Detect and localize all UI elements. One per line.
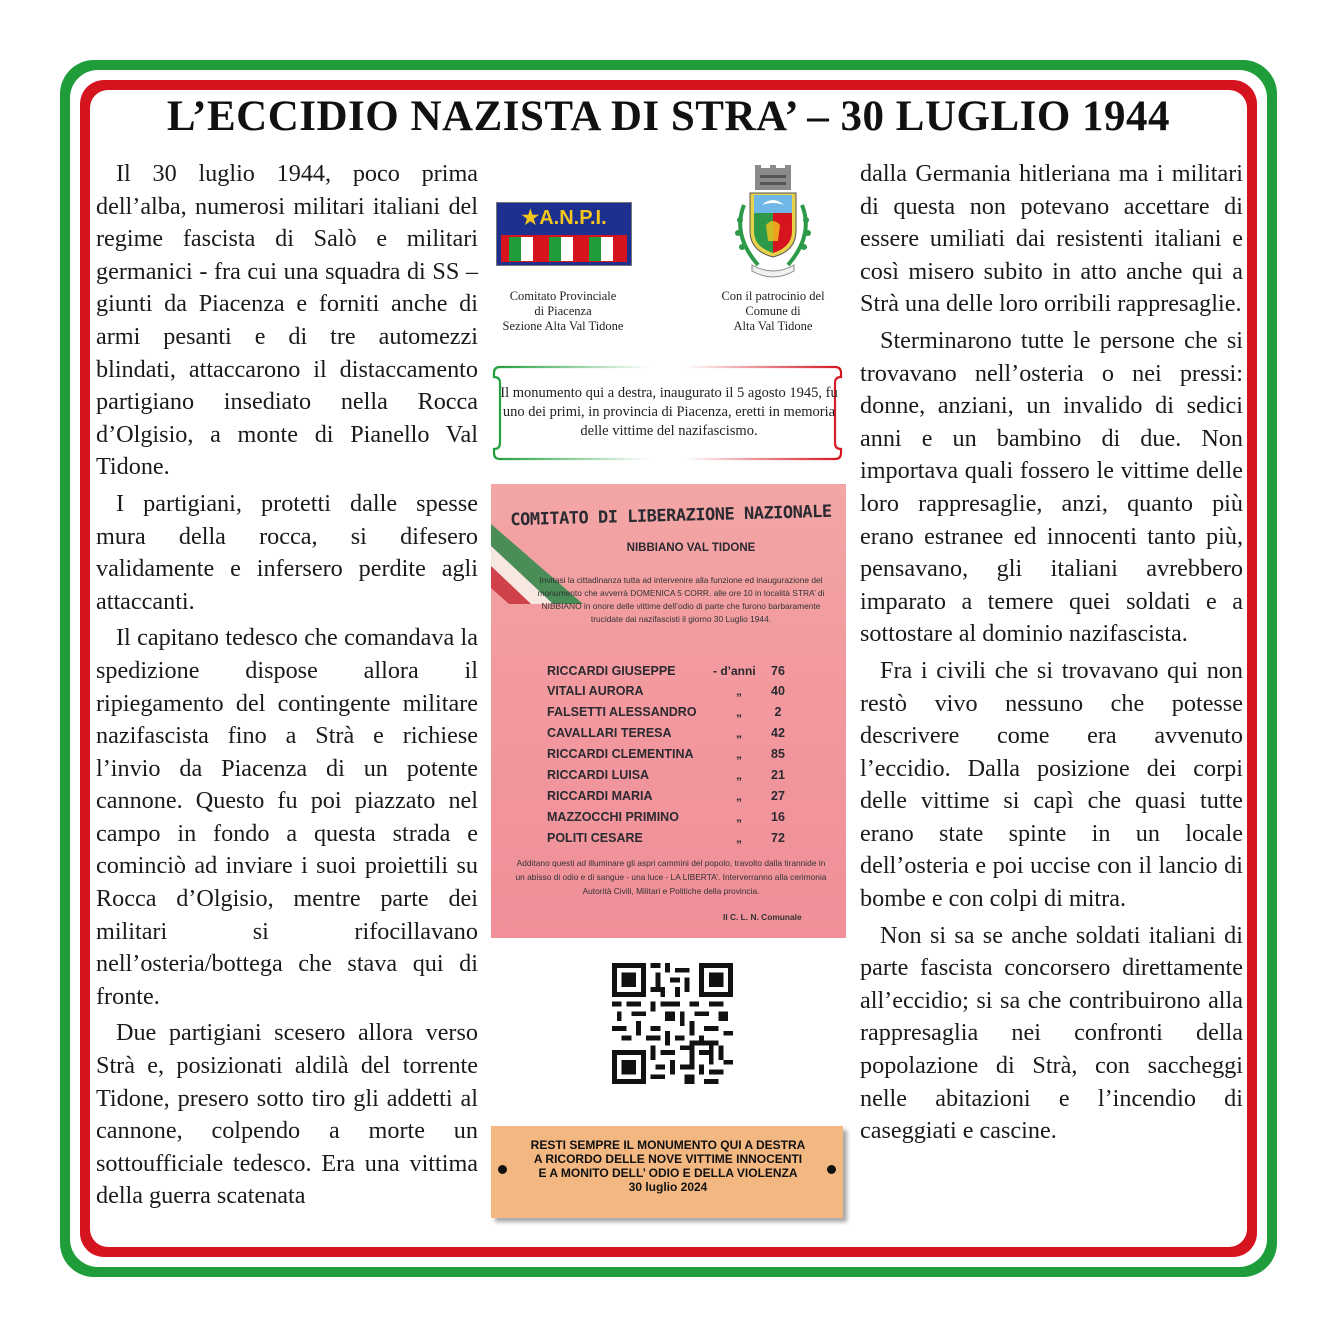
victim-name: RICCARDI MARIA [547,789,653,803]
anpi-logo-text: ★A.N.P.I. [521,207,607,229]
anpi-flag-green [589,237,601,261]
victim-age: 2 [774,705,782,719]
victim-mark: „ [736,810,742,824]
anpi-flag-green [549,237,561,261]
victim-age: 72 [771,831,785,845]
victim-mark: „ [736,768,742,782]
victim-mark: „ [736,726,742,740]
victim-name: RICCARDI CLEMENTINA [547,747,694,761]
poster-signature: Il C. L. N. Comunale [723,912,802,922]
anpi-flag-white [601,237,613,261]
screw-icon [498,1165,507,1174]
victim-age: 42 [771,726,785,740]
crest-caption-line: Con il patrocinio del [721,289,825,303]
anpi-caption [486,289,640,334]
commemorative-plaque [491,1126,843,1218]
anpi-caption-line: Sezione Alta Val Tidone [502,319,624,333]
victim-age: 76 [771,664,785,678]
victim-name: VITALI AURORA [547,684,644,698]
victim-name: FALSETTI ALESSANDRO [547,705,697,719]
plaque-text [507,1138,829,1194]
crest-caption-line: Alta Val Tidone [733,319,813,333]
poster-heading: COMITATO DI LIBERAZIONE NAZIONALE [510,501,832,531]
victim-age: 16 [771,810,785,824]
anpi-flag-white [561,237,573,261]
poster-footer: Additano questi ad illuminare gli aspri cammini del popolo, travolto dalla tirannide in un abisso di odio e di sangue - una luce - LA LIBERTA’. Interverranno alla cerimonia Autorità Civili, Militari e Politiche della provincia. [515,858,827,896]
victim-mark: - d’anni [713,664,756,678]
crest-caption [697,289,849,334]
page-title: L’ECCIDIO NAZISTA DI STRA’ – 30 LUGLIO 1944 [166,93,1171,140]
plaque-line: A RICORDO DELLE NOVE VITTIME INNOCENTI [533,1152,803,1166]
plaque-date: 30 luglio 2024 [628,1180,708,1194]
victim-name: RICCARDI GIUSEPPE [547,664,676,678]
victim-age: 21 [771,768,785,782]
victim-age: 40 [771,684,785,698]
notice-text: Il monumento qui a destra, inaugurato il 5 agosto 1945, fu uno dei primi, in provincia di Piacenza, eretti in memoria delle vittime del nazifascismo. [500,385,838,439]
victim-name: CAVALLARI TERESA [547,726,672,740]
anpi-caption-line: Comitato Provinciale [509,289,617,303]
victim-age: 27 [771,789,785,803]
victim-name: RICCARDI LUISA [547,768,650,782]
paragraph: dalla Germania hitleriana ma i militari di questa non potevano accettare di essere umiliati dai resistenti italiani e così misero subito in atto anche qui a Strà una delle loro orribili rappresaglie. [860,160,1243,318]
paragraph: Due partigiani scesero allora verso Strà e, posizionati aldilà del torrente Tidone, presero sotto tiro gli addetti al cannone, colpendo a morte un sottoufficiale tedesco. Era una vittima della guerra scatenata [96,1019,478,1210]
victim-mark: „ [736,789,742,803]
victim-age: 85 [771,747,785,761]
left-text-column [96,158,478,1217]
paragraph: Il 30 luglio 1944, poco prima dell’alba, numerosi militari italiani del regime fascista di Salò e militari germanici - fra cui una squadra di SS – giunti da Piacenza e forniti anche di armi pesanti e di tre automezzi blindati, attaccarono il distaccamento partigiano insediato nella Rocca d’Olgisio, a monte di Pianello Val Tidone. [96,160,478,481]
anpi-caption-line: di Piacenza [534,304,592,318]
victim-mark: „ [736,705,742,719]
paragraph: Il capitano tedesco che comandava la spedizione dispose allora il ripiegamento del contingente militare nazifascista fino a Strà e richiese l’invio da Piacenza di un potente cannone. Questo fu poi piazzato nel campo in fondo a questa strada e cominciò ad inviare i suoi proiettili su Rocca d’Olgisio, mentre parte dei militari si rifocillavano nell’osteria/bottega che stava qui di fronte. [96,624,478,1010]
plaque-line: RESTI SEMPRE IL MONUMENTO QUI A DESTRA [530,1138,806,1152]
anpi-flag-green [509,237,521,261]
paragraph: Sterminarono tutte le persone che si trovavano nell’osteria o nei pressi: donne, anziani, un invalido di sedici anni e un bambino di due. Non importava quali fossero le vittime delle loro rappresaglie, anzi, quanto più erano estranee ed innocenti tanto più, pensavano, gli italiani avrebbero imparato a temere quei soldati e a sottostare al dominio nazifascista. [860,326,1243,648]
anpi-logo-icon [496,202,632,266]
poster-body: Invitasi la cittadinanza tutta ad intervenire alla funzione ed inaugurazione del monumento che avverrà DOMENICA 5 CORR. alle ore 10 in località STRA’ di NIBBIANO in onore delle vittime dell’odio di parte che furono barbaramente trucidate dai nazifascisti il giorno 30 Luglio 1944. [537,575,825,624]
crest-caption-line: Comune di [745,304,801,318]
victim-mark: „ [736,747,742,761]
qr-code-icon[interactable] [612,963,733,1084]
historical-poster [491,484,846,938]
paragraph: Non si sa se anche soldati italiani di parte fascista concorsero direttamente all’eccidio; si sa che contribuirono alla rappresaglia nei confronti della popolazione di Strà, con saccheggi nelle abitazioni e l’incendio di caseggiati e cascine. [860,921,1243,1145]
paragraph: I partigiani, protetti dalle spesse mura della rocca, si difesero validamente e infersero perdite agli attaccanti. [96,489,478,615]
poster-subheading: NIBBIANO VAL TIDONE [626,542,756,554]
victim-name: MAZZOCCHI PRIMINO [547,810,679,824]
victim-name: POLITI CESARE [547,831,643,845]
victim-mark: „ [736,831,742,845]
comune-crest-icon [722,165,824,283]
anpi-flag-white [521,237,533,261]
paragraph: Fra i civili che si trovavano qui non restò vivo nessuno che potesse descrivere come era avvenuto l’eccidio. Dalla posizione dei corpi delle vittime si capì che quasi tutte erano state spinte in un locale dell’osteria e poi uccise con il lancio di bombe e con colpi di mitra. [860,656,1243,913]
victim-mark: „ [736,684,742,698]
right-text-column [860,158,1243,1152]
plaque-line: E A MONITO DELL’ ODIO E DELLA VIOLENZA [538,1166,798,1180]
